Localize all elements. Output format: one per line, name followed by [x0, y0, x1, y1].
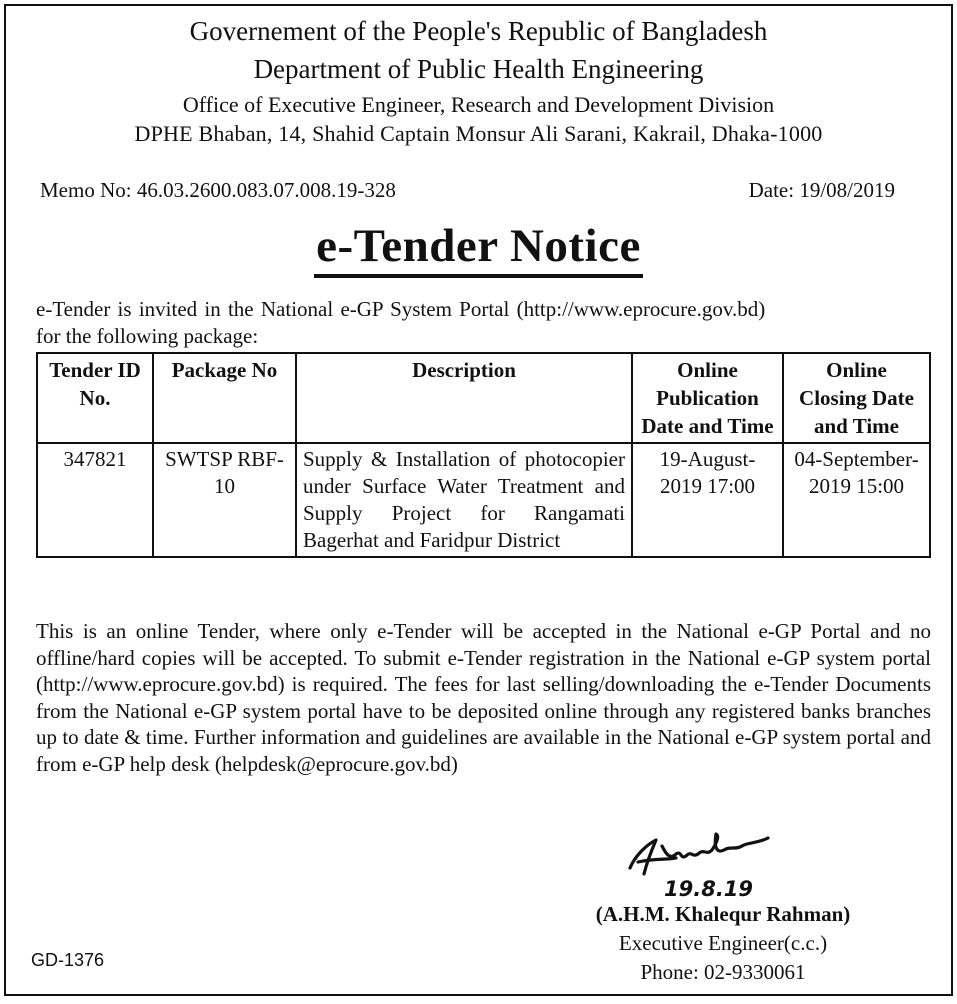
signature-date: 19.8.19 — [664, 877, 754, 901]
header-tender-id: Tender ID No. — [37, 353, 153, 443]
office-line: Office of Executive Engineer, Research and Development Division — [182, 92, 775, 117]
header-package: Package No — [153, 353, 296, 443]
tender-notice-page — [4, 4, 953, 996]
notice-date: Date: 19/08/2019 — [748, 178, 895, 202]
header-closing: Online Closing Date and Time — [783, 353, 930, 443]
intro-text — [36, 296, 765, 350]
footer-code: GD-1376 — [31, 950, 105, 970]
cell-tender-id: 347821 — [37, 443, 153, 557]
department-title: Department of Public Health Engineering — [253, 54, 704, 84]
cell-description: Supply & Installation of photocopier under Surface Water Treatment and Supply Project for Rangamati Bagerhat and Faridpur District — [296, 443, 632, 557]
signature-image — [616, 824, 816, 904]
notice-title — [6, 218, 951, 278]
govt-title: Governement of the People's Republic of Bangladesh — [189, 16, 768, 46]
address-line: DPHE Bhaban, 14, Shahid Captain Monsur Ali Sarani, Kakrail, Dhaka-1000 — [134, 121, 823, 146]
memo-number: Memo No: 46.03.2600.083.07.008.19-328 — [40, 178, 396, 202]
signatory-phone: Phone: 02-9330061 — [640, 960, 806, 984]
cell-closing: 04-September-2019 15:00 — [783, 443, 930, 557]
cell-package: SWTSP RBF-10 — [153, 443, 296, 557]
header-description: Description — [296, 353, 632, 443]
tender-table — [36, 352, 931, 558]
notice-title-text: e-Tender Notice — [314, 218, 643, 278]
header-publication: Online Publication Date and Time — [632, 353, 783, 443]
intro-line-2: for the following package: — [36, 324, 259, 348]
table-row — [37, 443, 930, 557]
signatory-role: Executive Engineer(c.c.) — [618, 931, 828, 955]
body-paragraph: This is an online Tender, where only e-Tender will be accepted in the National e-GP Portal and no offline/hard copies will be accepted. To submit e-Tender registration in the National e-GP system portal (http://www.eprocure.gov.bd) is required. The fees for last selling/downloading the e-Tender Documents from the National e-GP system portal have to be deposited online through any registered banks branches up to date & time. Further information and guidelines are available in the National e-GP system portal and from e-GP help desk (helpdesk@eprocure.gov.bd) — [36, 619, 931, 776]
signatory-name: (A.H.M. Khalequr Rahman) — [595, 902, 851, 926]
cell-publication: 19-August-2019 17:00 — [632, 443, 783, 557]
intro-line-1: e-Tender is invited in the National e-GP System Portal (http://www.eprocure.gov.bd) — [36, 297, 766, 321]
table-header-row — [37, 353, 930, 443]
